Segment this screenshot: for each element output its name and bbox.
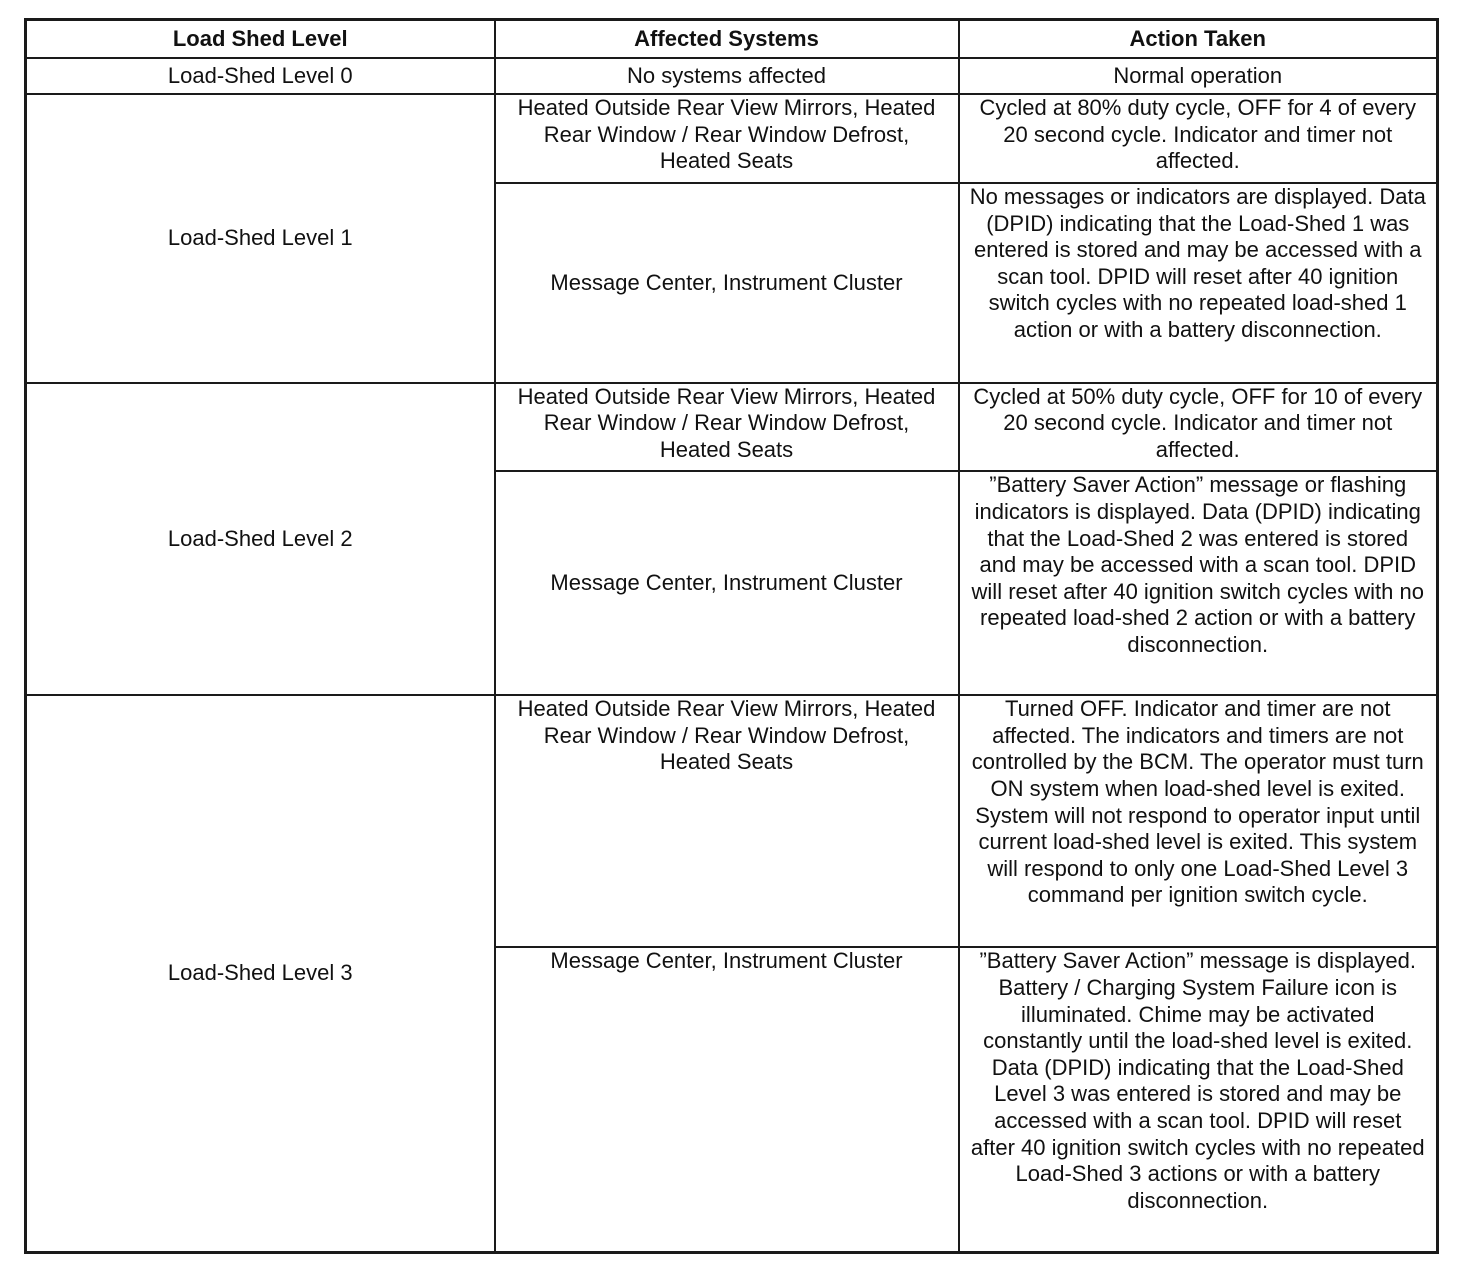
action-cell: Turned OFF. Indicator and timer are not affected. The indicators and timers are not controlled by the BCM. The operator must turn ON system when load-shed level is exited. System will not respond to operator input until current load-shed level is exited. This system will respond to only one Load-Shed Level 3 command per ignition switch cycle. xyxy=(959,695,1438,947)
table-row xyxy=(26,383,1438,472)
load-shed-table xyxy=(24,18,1439,1254)
level-2-cell: Load-Shed Level 2 xyxy=(26,383,495,696)
systems-cell: Heated Outside Rear View Mirrors, Heated Rear Window / Rear Window Defrost, Heated Seats xyxy=(495,695,959,947)
systems-cell: Heated Outside Rear View Mirrors, Heated Rear Window / Rear Window Defrost, Heated Seats xyxy=(495,383,959,472)
table-row xyxy=(26,94,1438,183)
header-action-taken: Action Taken xyxy=(959,20,1438,59)
header-load-shed-level: Load Shed Level xyxy=(26,20,495,59)
table-row xyxy=(26,695,1438,947)
systems-cell: No systems affected xyxy=(495,58,959,94)
action-cell: ”Battery Saver Action” message is displayed. Battery / Charging System Failure icon is illuminated. Chime may be activated constantly until the load-shed level is exited. Data (DPID) indicating that the Load-Shed Level 3 was entered is stored and may be accessed with a scan tool. DPID will reset after 40 ignition switch cycles with no repeated Load-Shed 3 actions or with a battery disconnection. xyxy=(959,947,1438,1252)
systems-cell: Message Center, Instrument Cluster xyxy=(495,471,959,695)
action-cell: No messages or indicators are displayed. Data (DPID) indicating that the Load-Shed 1 was entered is stored and may be accessed with a scan tool. DPID will reset after 40 ignition switch cycles with no repeated load-shed 1 action or with a battery disconnection. xyxy=(959,183,1438,383)
action-cell: Normal operation xyxy=(959,58,1438,94)
systems-cell: Heated Outside Rear View Mirrors, Heated Rear Window / Rear Window Defrost, Heated Seats xyxy=(495,94,959,183)
systems-cell: Message Center, Instrument Cluster xyxy=(495,947,959,1252)
action-cell: Cycled at 80% duty cycle, OFF for 4 of every 20 second cycle. Indicator and timer not affected. xyxy=(959,94,1438,183)
level-1-cell: Load-Shed Level 1 xyxy=(26,94,495,382)
header-row xyxy=(26,20,1438,59)
table-row xyxy=(26,58,1438,94)
header-affected-systems: Affected Systems xyxy=(495,20,959,59)
level-0-cell: Load-Shed Level 0 xyxy=(26,58,495,94)
action-cell: Cycled at 50% duty cycle, OFF for 10 of every 20 second cycle. Indicator and timer not affected. xyxy=(959,383,1438,472)
systems-cell: Message Center, Instrument Cluster xyxy=(495,183,959,383)
action-cell: ”Battery Saver Action” message or flashing indicators is displayed. Data (DPID) indicating that the Load-Shed 2 was entered is stored and may be accessed with a scan tool. DPID will reset after 40 ignition switch cycles with no repeated load-shed 2 action or with a battery disconnection. xyxy=(959,471,1438,695)
level-3-cell: Load-Shed Level 3 xyxy=(26,695,495,1252)
document-page xyxy=(24,18,1436,1254)
